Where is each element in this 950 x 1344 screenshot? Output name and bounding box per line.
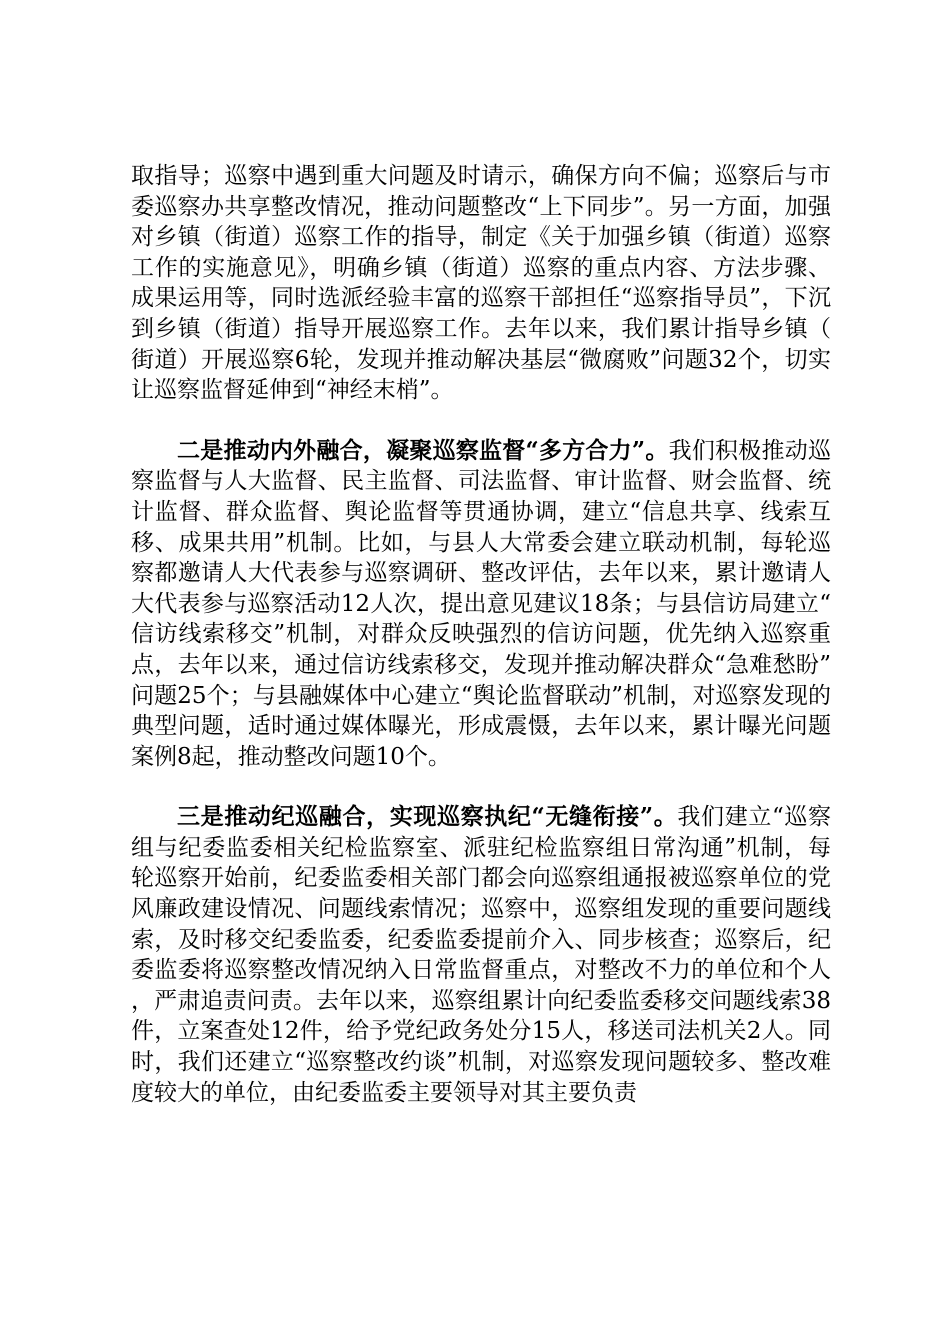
paragraph-internal-external-integration — [131, 436, 831, 773]
paragraph-continued — [131, 161, 831, 406]
document-body — [131, 161, 831, 1108]
paragraph-discipline-inspection-integration — [131, 802, 831, 1108]
paragraph-gap — [131, 406, 831, 436]
paragraph-text: 我们建立“巡察组与纪委监委相关纪检监察室、派驻纪检监察组日常沟通”机制，每轮巡察开始前，纪委监委相关部门都会向巡察组通报被巡察单位的党风廉政建设情况、问题线索情况；巡察中，巡察组发现的重要问题线索，及时移交纪委监委，纪委监委提前介入、同步核查；巡察后，纪委监委将巡察整改情况纳入日常监督重点，对整改不力的单位和个人，严肃追责问责。去年以来，巡察组累计向纪委监委移交问题线索38件，立案查处12件，给予党纪政务处分15人，移送司法机关2人。同时，我们还建立“巡察整改约谈”机制，对巡察发现问题较多、整改难度较大的单位，由纪委监委主要领导对其主要负责 — [131, 804, 831, 1106]
paragraph-text: 我们积极推动巡察监督与人大监督、民主监督、司法监督、审计监督、财会监督、统计监督、群众监督、舆论监督等贯通协调，建立“信息共享、线索互移、成果共用”机制。比如，与县人大常委会建立联动机制，每轮巡察都邀请人大代表参与巡察调研、整改评估，去年以来，累计邀请人大代表参与巡察活动12人次，提出意见建议18条；与县信访局建立“信访线索移交”机制，对群众反映强烈的信访问题，优先纳入巡察重点，去年以来，通过信访线索移交，发现并推动解决群众“急难愁盼”问题25个；与县融媒体中心建立“舆论监督联动”机制，对巡察发现的典型问题，适时通过媒体曝光，形成震慑，去年以来，累计曝光问题案例8起，推动整改问题10个。 — [131, 437, 831, 770]
paragraph-text: 取指导；巡察中遇到重大问题及时请示，确保方向不偏；巡察后与市委巡察办共享整改情况，推动问题整改“上下同步”。另一方面，加强对乡镇（街道）巡察工作的指导，制定《关于加强乡镇（街道）巡察工作的实施意见》，明确乡镇（街道）巡察的重点内容、方法步骤、成果运用等，同时选派经验丰富的巡察干部担任“巡察指导员”，下沉到乡镇（街道）指导开展巡察工作。去年以来，我们累计指导乡镇（街道）开展巡察6轮，发现并推动解决基层“微腐败”问题32个，切实让巡察监督延伸到“神经末梢”。 — [131, 163, 831, 404]
paragraph-gap — [131, 772, 831, 802]
paragraph-heading: 三是推动纪巡融合，实现巡察执纪“无缝衔接”。 — [177, 803, 678, 831]
paragraph-heading: 二是推动内外融合，凝聚巡察监督“多方合力”。 — [177, 436, 669, 464]
